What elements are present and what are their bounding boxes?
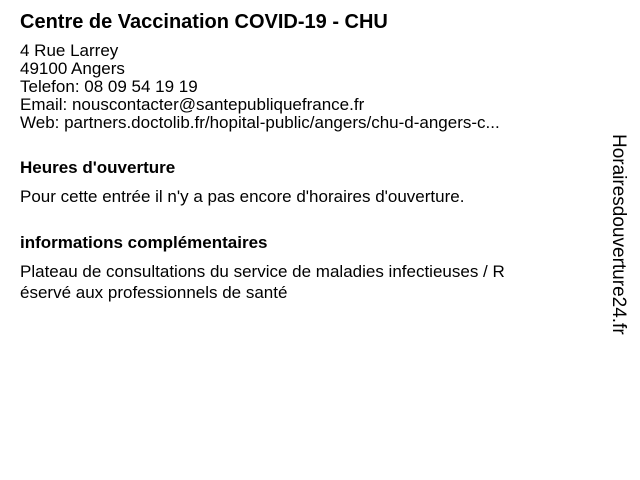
phone-line: Telefon: 08 09 54 19 19 [20,77,198,96]
listing-card [20,10,595,303]
additional-info-heading: informations complémentaires [20,233,268,252]
additional-info-text [20,261,595,303]
additional-info-line-2: éservé aux professionnels de santé [20,283,288,302]
contact-block [20,42,595,132]
site-watermark: Horairesdouverture24.fr [608,134,629,335]
opening-hours-heading: Heures d'ouverture [20,158,176,177]
address-street: 4 Rue Larrey [20,41,119,60]
page-title: Centre de Vaccination COVID-19 - CHU [20,11,388,33]
address-city: 49100 Angers [20,59,125,78]
opening-hours-text: Pour cette entrée il n'y a pas encore d'horaires d'ouverture. [20,187,465,206]
email-line: Email: nouscontacter@santepubliquefrance.fr [20,95,365,114]
additional-info-line-1: Plateau de consultations du service de maladies infectieuses / R [20,262,505,281]
web-line: Web: partners.doctolib.fr/hopital-public/angers/chu-d-angers-c... [20,113,500,132]
